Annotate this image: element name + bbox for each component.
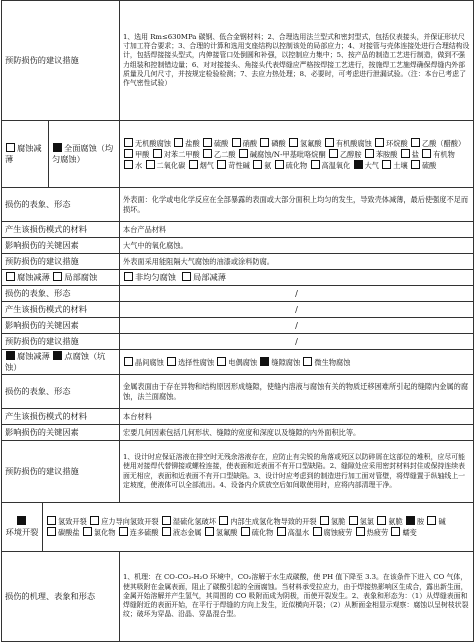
option-item	[259, 139, 285, 148]
label-environment-cracking: 环境开裂	[5, 527, 39, 537]
option-label: 应力导向氢致开裂	[101, 517, 159, 526]
checkbox-corrosion-thinning-3[interactable]	[6, 351, 15, 360]
option-label: 蠕变	[402, 528, 417, 537]
option-label: 连多硫酸	[129, 528, 159, 537]
option-checkbox[interactable]	[189, 160, 198, 169]
text-appearance-1: 外表面：化学或电化学反应在全部暴露的表面或大部分面积上均匀的发生，导致壳体减薄，最后使强度不足而损坏。	[120, 188, 474, 222]
row-appearance-2	[2, 286, 474, 302]
option-label: 二氧化碳	[156, 160, 186, 170]
option-checkbox[interactable]	[401, 149, 410, 158]
option-checkbox[interactable]	[217, 160, 226, 169]
option-corrosion-thinning: 腐蚀减薄	[5, 143, 42, 164]
option-checkbox[interactable]	[203, 149, 212, 158]
option-checkbox[interactable]	[289, 138, 298, 147]
option-checkbox[interactable]	[205, 527, 214, 536]
option-label: 氢脆	[330, 517, 346, 526]
row-material-3	[2, 409, 474, 425]
option-checkbox[interactable]	[239, 149, 248, 158]
text-mechanism: 1、机理：在 CO-CO₂-H₂O 环境中，CO₂溶解于水生成碳酸，使 PH 值下降至 3.3。在该条件下进入 CO 气体，使其吸附在金属表面，阻止了碳酸引起的全面腐蚀。当材料承受拉应力，由于焊接热影响区生成合，露出新生面，金属开始溶解并产生氢气，其周围的 CO 吸附而成为阴极，而使开裂发生。2、表象和形态为：（1）从焊缝表面和焊缝附近的表面开始，在平行于焊缝的方向上发生，近似横向开裂；（2）从断面金相显示观察：腐蚀以呈树枝状裂纹；破坏为穿晶、沿晶、穿晶混合型。	[120, 552, 474, 642]
row-corrosion-thinning-local	[2, 270, 474, 286]
text-prevention-3: 1、设计时应保证溶液在排空时无残余溶液存在，应防止有尖锐的角落或死区以防碎屑在这部位的堆积，应尽可能使用对接焊代替铆接或螺栓连接，使表面和近表面不有开口型缺陷。2、缝隙处应采用密封材料封住或保持连续表面无相应，表面和近表面不有开口型缺陷。3、设计时应考虑到的制造进行加工面对管壁，将焊缝置于纵轴线上一定坡度，使液体可以全部流出。4、设备内介质放空后如间歇使用时，应将内部清理干净。	[120, 441, 474, 503]
option-local-thinning: 局部减薄	[193, 272, 226, 282]
option-item	[89, 517, 159, 526]
option-checkbox[interactable]	[411, 160, 420, 169]
option-item	[123, 358, 164, 367]
row-environment-cracking	[2, 503, 474, 552]
option-item	[276, 528, 310, 537]
option-local-corrosion: 局部腐蚀	[64, 272, 98, 282]
label-key-factor-1: 影响损伤的关键因素	[2, 238, 120, 254]
text-key-factor-3: 宏要几何因素包括几何形状、缝隙的宽度和深度以及缝隙的内外面积比等。	[120, 425, 474, 441]
label-prevention-3: 预防损伤的建议措施	[2, 441, 120, 503]
checkbox-local-corrosion[interactable]	[53, 272, 62, 281]
environment-options	[43, 503, 474, 551]
text-key-factor-1: 大气中的氧化腐蚀。	[120, 238, 474, 254]
text-material-2: /	[120, 302, 474, 318]
option-checkbox[interactable]	[167, 357, 176, 366]
option-checkbox[interactable]	[320, 516, 329, 525]
option-item	[421, 150, 455, 159]
text-material-1: 本台产品材料	[120, 222, 474, 238]
option-item	[312, 528, 353, 537]
option-label: 苛性碱	[228, 160, 250, 170]
option-item	[410, 139, 465, 148]
text-prevention-top: 1、选用 Rm≤630MPa 碳钢、低合金钢材料；2、合理选用法兰型式和密封型式，包括仪表接头，并保证形状尺寸加工符合要求；3、合理的计算和选用支座结构以控制该处的局部应力；4、对接管与壳体连接处进行合理结构设计，包括焊接接头型式，内伸接管口处倒圆和补强，以控制应力集中；5、按产品的制造工艺进行制造，做到不强力组装和控制错边量；6、对对接接头、角接头代表焊缝应严格按焊接工艺进行，按施焊工艺施焊确保焊缝内外部质量及几何尺寸，并按规定检验检测；7、去应力热处理；8、必要时，可考虑进行泄漏试验。（注：本台已考虑了作气密性试验）	[120, 1, 474, 121]
text-key-factor-2: /	[120, 318, 474, 334]
option-item	[46, 528, 80, 537]
option-item	[374, 139, 408, 148]
option-item	[410, 161, 436, 170]
option-item	[288, 139, 322, 148]
option-label: 氢氯	[359, 517, 374, 526]
option-checkbox[interactable]	[411, 138, 420, 147]
option-checkbox[interactable]	[260, 138, 269, 147]
row-appearance-1	[2, 188, 474, 222]
option-checkbox[interactable]	[349, 516, 358, 525]
option-nonuniform-corrosion: 非均匀腐蚀	[135, 272, 176, 282]
option-item	[231, 139, 257, 148]
option-item	[274, 161, 308, 170]
row-mechanism	[2, 552, 474, 642]
option-item	[381, 161, 407, 170]
option-label: 硫酸	[421, 160, 437, 170]
option-label: 晶间腐蚀	[135, 357, 164, 367]
option-item	[202, 139, 228, 148]
option-label: 甲酸	[135, 149, 150, 159]
label-prevention-1: 预防损伤的建议措施	[2, 254, 120, 270]
text-prevention-2: /	[120, 334, 474, 350]
row-prevention-3	[2, 441, 474, 503]
row-prevention-2	[2, 334, 474, 350]
row-key-factor-1	[2, 238, 474, 254]
option-checkbox[interactable]	[47, 516, 56, 525]
label-material-2: 产生该损伤模式的材料	[2, 302, 120, 318]
option-label: 碱	[438, 517, 446, 526]
option-label: 有机物	[433, 149, 455, 159]
option-label: 氨	[264, 160, 272, 170]
option-checkbox[interactable]	[232, 138, 241, 147]
checkbox-local-thinning[interactable]	[182, 272, 191, 281]
option-item	[259, 358, 300, 367]
option-label: 土壤	[393, 160, 408, 170]
option-checkbox[interactable]	[365, 149, 374, 158]
option-label: 氢氟酸	[300, 138, 322, 148]
option-label: 热疲劳	[366, 528, 389, 537]
option-item	[328, 150, 362, 159]
option-item	[82, 528, 116, 537]
option-checkbox[interactable]	[146, 160, 155, 169]
label-appearance-1: 损伤的表象、形态	[2, 188, 120, 222]
option-label: 乙酸（醋酸）	[422, 138, 466, 148]
option-item	[400, 150, 419, 159]
option-checkbox[interactable]	[382, 160, 391, 169]
option-checkbox[interactable]	[124, 160, 133, 169]
option-item	[202, 150, 236, 159]
option-item	[319, 517, 345, 526]
text-appearance-2: /	[120, 286, 474, 302]
option-item	[302, 358, 350, 367]
option-label: 氢致开裂	[58, 517, 87, 526]
row-corrosion-thinning-general	[2, 121, 474, 188]
label-prevention-top: 预防损伤的建议措施	[2, 1, 120, 121]
option-item	[353, 161, 379, 170]
option-checkbox[interactable]	[203, 138, 212, 147]
media-options-3	[120, 350, 474, 375]
row-key-factor-3	[2, 425, 474, 441]
option-checkbox[interactable]	[422, 149, 431, 158]
option-item	[161, 528, 202, 537]
row-corrosion-thinning-pitting	[2, 350, 474, 375]
option-item	[218, 517, 316, 526]
option-checkbox[interactable]	[275, 160, 284, 169]
option-label: 环烷酸	[386, 138, 408, 148]
option-label: 硫化物	[285, 160, 308, 170]
option-checkbox[interactable]	[375, 138, 384, 147]
option-item	[145, 161, 186, 170]
option-item	[46, 517, 87, 526]
option-item	[161, 517, 216, 526]
option-checkbox[interactable]	[377, 516, 386, 525]
option-item	[364, 150, 398, 159]
option-checkbox[interactable]	[219, 516, 228, 525]
option-checkbox[interactable]	[47, 527, 56, 536]
option-checkbox[interactable]	[162, 516, 171, 525]
row-material-2	[2, 302, 474, 318]
checkbox-general-corrosion[interactable]	[53, 143, 62, 152]
option-label: 缝隙腐蚀	[271, 357, 301, 367]
damage-mode-table	[1, 0, 474, 642]
option-label: 盐	[411, 149, 419, 159]
label-material-3: 产生该损伤模式的材料	[2, 409, 120, 425]
option-pitting: 点腐蚀（坑蚀）	[5, 351, 106, 372]
option-label: 对苯二甲酸	[163, 149, 200, 159]
option-label: 腐蚀疲劳	[323, 528, 353, 537]
row-appearance-3	[2, 375, 474, 409]
option-item	[216, 161, 250, 170]
option-item	[188, 161, 214, 170]
option-checkbox[interactable]	[241, 527, 250, 536]
option-label: 硫酸	[213, 138, 229, 148]
text-appearance-3: 金属表面由于存在异物和结构原因形成缝隙，使缝内溶液与腐蚀有关的物质迁移困难所引起的缝隙内金属的腐蚀，法兰面腐蚀。	[120, 375, 474, 409]
row-prevention-top	[2, 1, 474, 121]
option-checkbox[interactable]	[90, 516, 99, 525]
option-item	[123, 161, 142, 170]
option-label: 盐酸	[185, 138, 200, 148]
option-label: 碳酸盐	[58, 528, 80, 537]
option-label: 选择性腐蚀	[178, 357, 215, 367]
option-label: 烟气	[199, 160, 214, 170]
label-appearance-2: 损伤的表象、形态	[2, 286, 120, 302]
option-label: 硫化物	[251, 528, 274, 537]
option-checkbox[interactable]	[277, 527, 286, 536]
label-material-1: 产生该损伤模式的材料	[2, 222, 120, 238]
option-item	[166, 358, 214, 367]
option-checkbox[interactable]	[391, 527, 400, 536]
option-item	[216, 358, 257, 367]
option-item	[310, 161, 351, 170]
label-appearance-3: 损伤的表象、形态	[2, 375, 120, 409]
option-label: 大气	[364, 160, 379, 170]
label-mechanism: 损伤的机理、表象和形态	[2, 552, 120, 642]
option-checkbox[interactable]	[427, 516, 436, 525]
option-label: 内部生成氢化物导致的开裂	[230, 517, 317, 526]
option-label: 液态金属	[172, 528, 202, 537]
option-checkbox[interactable]	[124, 138, 133, 147]
option-label: 氢氟酸	[215, 528, 238, 537]
option-label: 胺	[416, 517, 425, 526]
option-general-corrosion: 全面腐蚀（均匀腐蚀）	[52, 143, 114, 164]
option-label: 硝酸	[242, 138, 258, 148]
option-checkbox[interactable]	[356, 527, 365, 536]
row-material-1	[2, 222, 474, 238]
text-material-3: 本台材料	[120, 409, 474, 425]
option-item	[204, 528, 238, 537]
option-label: 有机酸腐蚀	[335, 138, 372, 148]
option-label: 高温水	[287, 528, 310, 537]
option-checkbox[interactable]	[162, 527, 171, 536]
option-checkbox[interactable]	[153, 149, 162, 158]
option-checkbox[interactable]	[260, 357, 269, 366]
option-item	[123, 139, 171, 148]
option-label: 无机酸腐蚀	[135, 138, 171, 148]
option-item	[426, 517, 445, 526]
option-label: 氨脆	[388, 517, 403, 526]
label-key-factor-2: 影响损伤的关键因素	[2, 318, 120, 334]
checkbox-nonuniform-corrosion[interactable]	[124, 272, 133, 281]
option-label: 乙醇胺	[339, 149, 362, 159]
option-item	[152, 150, 200, 159]
option-checkbox[interactable]	[253, 160, 262, 169]
option-item	[238, 150, 326, 159]
option-checkbox[interactable]	[311, 160, 320, 169]
row-prevention-1	[2, 254, 474, 270]
checkbox-corrosion-thinning[interactable]	[6, 143, 15, 152]
option-item	[376, 517, 402, 526]
option-checkbox[interactable]	[329, 149, 338, 158]
option-label: 氯化物	[93, 528, 116, 537]
text-prevention-1: 外表面采用能阻隔大气腐蚀的油漆或涂料防腐。	[120, 254, 474, 270]
row-key-factor-2	[2, 318, 474, 334]
option-checkbox[interactable]	[325, 138, 334, 147]
option-item	[405, 517, 424, 526]
option-item	[355, 528, 389, 537]
option-checkbox[interactable]	[313, 527, 322, 536]
label-key-factor-3: 影响损伤的关键因素	[2, 425, 120, 441]
option-corrosion-thinning-3: 腐蚀减薄	[17, 351, 50, 361]
option-label: 碱腐蚀/N-甲基吡咯烷酮	[249, 149, 326, 159]
label-prevention-2: 预防损伤的建议措施	[2, 334, 120, 350]
option-label: 磷酸	[271, 138, 286, 148]
option-item	[123, 150, 149, 159]
option-item	[173, 139, 199, 148]
option-item	[348, 517, 374, 526]
option-checkbox[interactable]	[303, 357, 312, 366]
option-label: 电偶腐蚀	[228, 357, 258, 367]
option-item	[390, 528, 416, 537]
option-checkbox[interactable]	[217, 357, 226, 366]
option-checkbox[interactable]	[119, 527, 128, 536]
option-label: 高温氧化	[321, 160, 351, 170]
option-checkbox[interactable]	[354, 160, 363, 169]
option-label: 乙二酸	[213, 149, 236, 159]
option-checkbox[interactable]	[124, 149, 133, 158]
option-item	[324, 139, 372, 148]
option-checkbox[interactable]	[174, 138, 183, 147]
option-item	[118, 528, 159, 537]
option-label: 苯胺酸	[375, 149, 398, 159]
option-checkbox[interactable]	[83, 527, 92, 536]
checkbox-corrosion-thinning-2[interactable]	[6, 272, 15, 281]
option-label: 水	[135, 160, 143, 170]
option-corrosion-thinning-2: 腐蚀减薄	[17, 272, 50, 282]
media-options-1	[120, 121, 474, 188]
option-item	[252, 161, 271, 170]
option-item	[240, 528, 274, 537]
checkbox-pitting[interactable]	[53, 351, 62, 360]
option-checkbox[interactable]	[124, 357, 133, 366]
checkbox-environment-cracking[interactable]	[17, 516, 26, 525]
option-checkbox[interactable]	[406, 516, 415, 525]
option-label: 湿硫化氢破坏	[172, 517, 217, 526]
option-label: 微生物腐蚀	[314, 357, 351, 367]
